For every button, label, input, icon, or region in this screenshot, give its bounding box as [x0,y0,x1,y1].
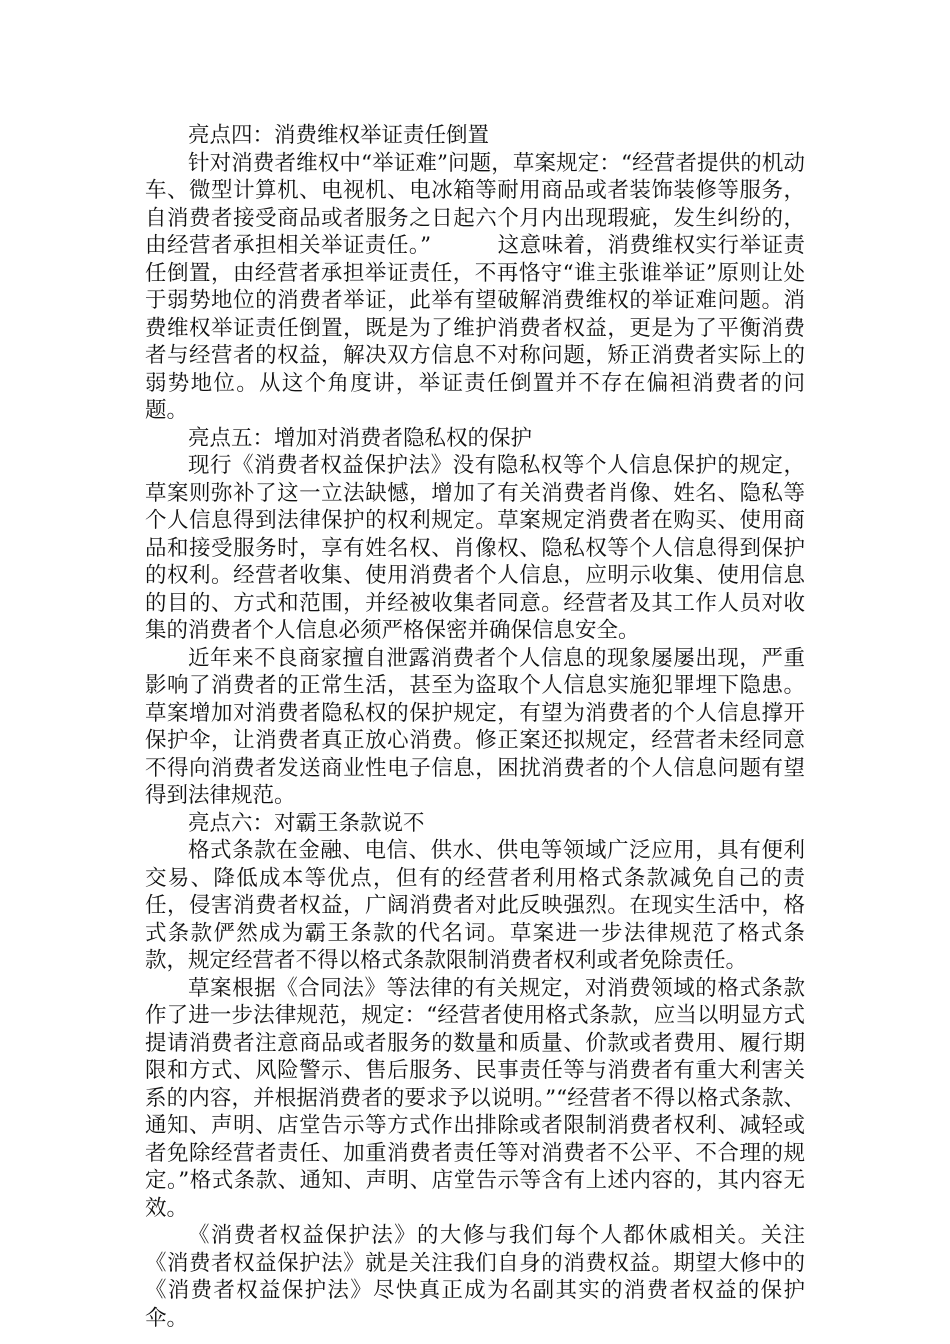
section-heading-6: 亮点六：对霸王条款说不 [188,810,425,836]
body-paragraph: 现行《消费者权益保护法》没有隐私权等个人信息保护的规定，草案则弥补了这一立法缺憾，增加了有关消费者肖像、姓名、隐私等个人信息得到法律保护的权利规定。草案规定消费者在购买、使用商品和接受服务时，享有姓名权、肖像权、隐私权等个人信息得到保护的权利。经营者收集、使用消费者个人信息，应明示收集、使用信息的目的、方式和范围，并经被收集者同意。经营者及其工作人员对收集的消费者个人信息必须严格保密并确保信息安全。 [145,453,805,643]
closing-paragraph: 《消费者权益保护法》的大修与我们每个人都休戚相关。关注《消费者权益保护法》就是关注我们自身的消费权益。期望大修中的《消费者权益保护法》尽快真正成为名副其实的消费者权益的保护伞。 [145,1223,805,1331]
body-paragraph: 近年来不良商家擅自泄露消费者个人信息的现象屡屡出现，严重影响了消费者的正常生活，甚至为盗取个人信息实施犯罪埋下隐患。草案增加对消费者隐私权的保护规定，有望为消费者的个人信息撑开保护伞，让消费者真正放心消费。修正案还拟规定，经营者未经同意不得向消费者发送商业性电子信息，困扰消费者的个人信息问题有望得到法律规范。 [145,645,805,808]
section-heading-5: 亮点五：增加对消费者隐私权的保护 [188,425,533,451]
body-paragraph: 针对消费者维权中“举证难”问题，草案规定：“经营者提供的机动车、微型计算机、电视机、电冰箱等耐用商品或者装饰装修等服务，自消费者接受商品或者服务之日起六个月内出现瑕疵，发生纠纷的，由经营者承担相关举证责任。” 这意味着，消费维权实行举证责任倒置，由经营者承担举证责任，不再恪守“谁主张谁举证”原则让处于弱势地位的消费者举证，此举有望破解消费维权的举证难问题。消费维权举证责任倒置，既是为了维护消费者权益，更是为了平衡消费者与经营者的权益，解决双方信息不对称问题，矫正消费者实际上的弱势地位。从这个角度讲，举证责任倒置并不存在偏袒消费者的问题。 [145,150,805,423]
document-page [145,122,805,1332]
body-paragraph: 草案根据《合同法》等法律的有关规定，对消费领域的格式条款作了进一步法律规范，规定：“经营者使用格式条款，应当以明显方式提请消费者注意商品或者服务的数量和质量、价款或者费用、履行期限和方式、风险警示、售后服务、民事责任等与消费者有重大利害关系的内容，并根据消费者的要求予以说明。”“经营者不得以格式条款、通知、声明、店堂告示等方式作出排除或者限制消费者权利、减轻或者免除经营者责任、加重消费者责任等对消费者不公平、不合理的规定。”格式条款、通知、声明、店堂告示等含有上述内容的，其内容无效。 [145,975,805,1221]
section-heading-4: 亮点四：消费维权举证责任倒置 [188,123,490,148]
body-paragraph: 格式条款在金融、电信、供水、供电等领域广泛应用，具有便利交易、降低成本等优点，但有的经营者利用格式条款减免自己的责任，侵害消费者权益，广阔消费者对此反映强烈。在现实生活中，格式条款俨然成为霸王条款的代名词。草案进一步法律规范了格式条款，规定经营者不得以格式条款限制消费者权利或者免除责任。 [145,838,805,973]
